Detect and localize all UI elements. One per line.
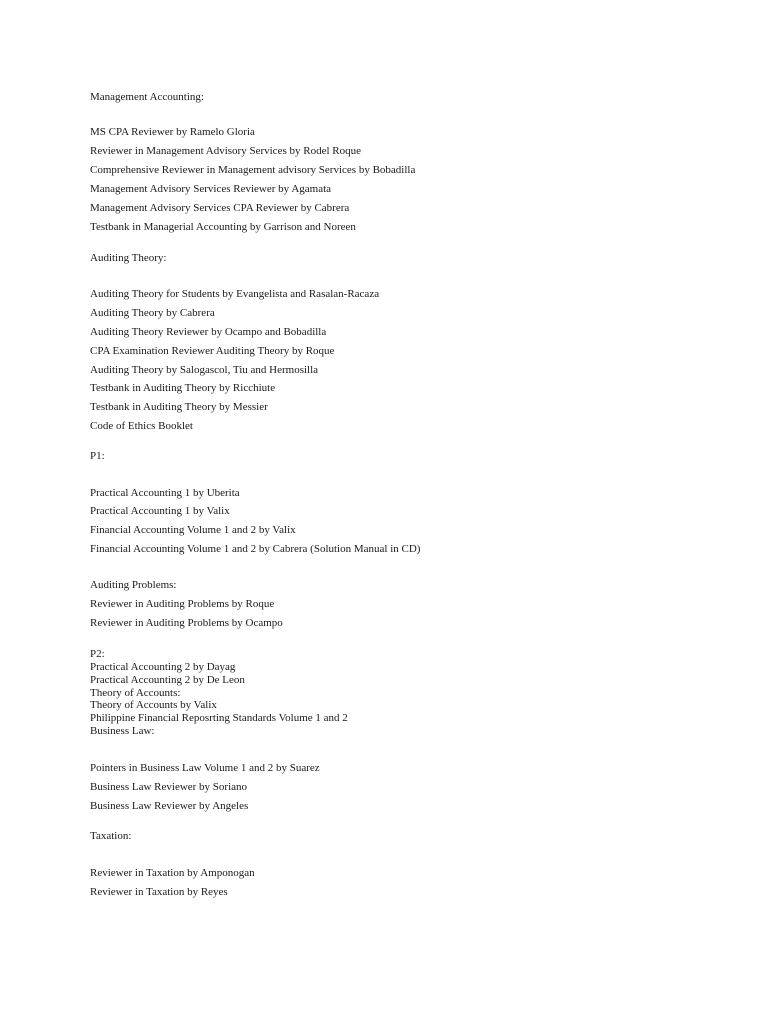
list-item: Management Advisory Services CPA Reviewer by Cabrera — [90, 202, 350, 214]
list-item: Comprehensive Reviewer in Management advisory Services by Bobadilla — [90, 164, 416, 176]
list-item: Business Law Reviewer by Angeles — [90, 800, 249, 812]
section-heading-management-accounting: Management Accounting: — [90, 91, 204, 103]
list-item: Reviewer in Auditing Problems by Roque — [90, 598, 275, 610]
list-item: Auditing Theory by Salogascol, Tiu and Hermosilla — [90, 364, 319, 376]
section-heading-business-law: Business Law: — [90, 725, 155, 737]
list-item: Financial Accounting Volume 1 and 2 by Cabrera (Solution Manual in CD) — [90, 543, 421, 555]
list-item: MS CPA Reviewer by Ramelo Gloria — [90, 126, 255, 138]
list-item: Auditing Theory by Cabrera — [90, 307, 215, 319]
list-item: Testbank in Auditing Theory by Ricchiute — [90, 382, 276, 394]
list-item: Auditing Theory for Students by Evangelista and Rasalan-Racaza — [90, 288, 380, 300]
list-item: Practical Accounting 2 by Dayag — [90, 661, 236, 673]
list-item: Code of Ethics Booklet — [90, 420, 193, 432]
list-item: Reviewer in Management Advisory Services by Rodel Roque — [90, 145, 361, 157]
list-item: Reviewer in Taxation by Reyes — [90, 886, 228, 898]
section-heading-p1: P1: — [90, 450, 105, 462]
list-item: Auditing Theory Reviewer by Ocampo and Bobadilla — [90, 326, 327, 338]
section-heading-theory-of-accounts: Theory of Accounts: — [90, 687, 181, 699]
list-item: Testbank in Managerial Accounting by Garrison and Noreen — [90, 221, 356, 233]
list-item: Management Advisory Services Reviewer by Agamata — [90, 183, 332, 195]
list-item: Testbank in Auditing Theory by Messier — [90, 401, 268, 413]
list-item: Financial Accounting Volume 1 and 2 by Valix — [90, 524, 296, 536]
section-heading-p2: P2: — [90, 648, 105, 660]
list-item: Practical Accounting 2 by De Leon — [90, 674, 245, 686]
list-item: Practical Accounting 1 by Uberita — [90, 487, 240, 499]
list-item: Reviewer in Taxation by Amponogan — [90, 867, 255, 879]
section-heading-auditing-problems: Auditing Problems: — [90, 579, 177, 591]
list-item: CPA Examination Reviewer Auditing Theory by Roque — [90, 345, 335, 357]
list-item: Pointers in Business Law Volume 1 and 2 by Suarez — [90, 762, 320, 774]
list-item: Business Law Reviewer by Soriano — [90, 781, 248, 793]
list-item: Practical Accounting 1 by Valix — [90, 505, 230, 517]
section-heading-auditing-theory: Auditing Theory: — [90, 252, 167, 264]
list-item: Philippine Financial Reposrting Standards Volume 1 and 2 — [90, 712, 348, 724]
list-item: Theory of Accounts by Valix — [90, 699, 217, 711]
section-heading-taxation: Taxation: — [90, 830, 132, 842]
list-item: Reviewer in Auditing Problems by Ocampo — [90, 617, 283, 629]
